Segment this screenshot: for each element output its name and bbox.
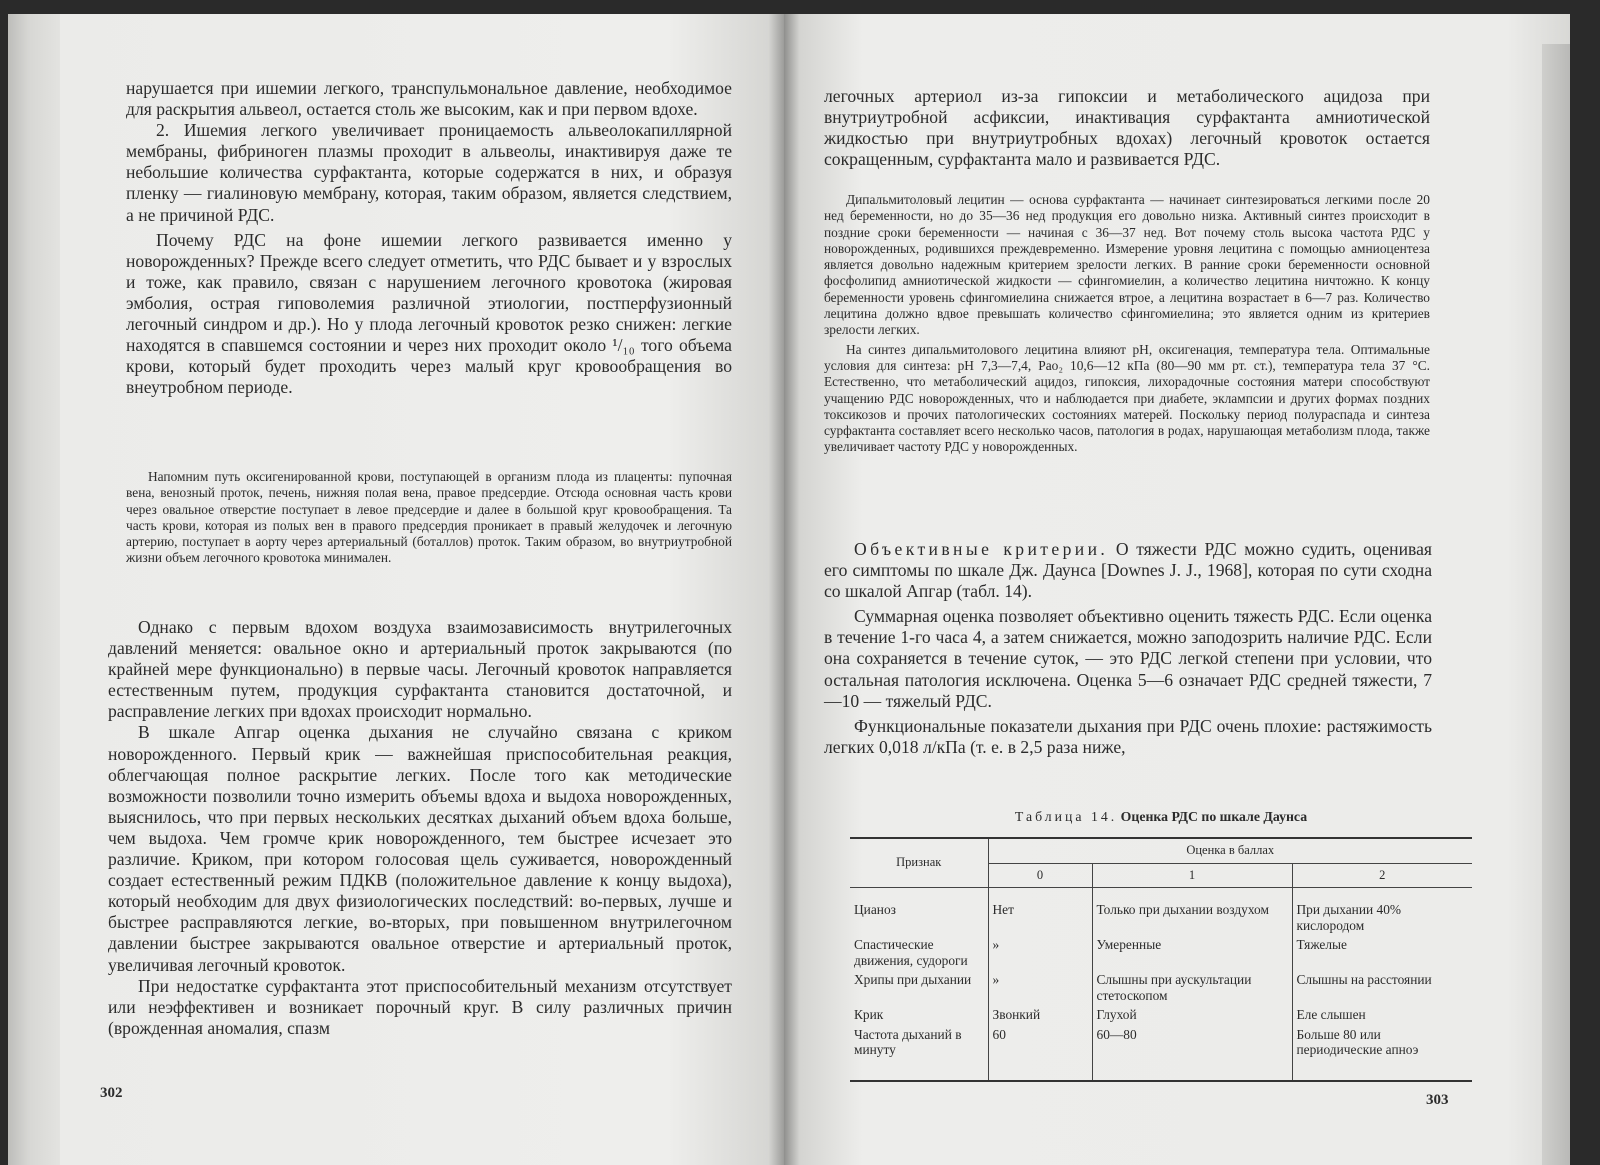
- small-paragraph: На синтез дипальмитолового лецитина влияют pH, оксигенация, температура тела. Оптимальные условия для синтеза: pH 7,3—7,4, Pao₂ 10,6—12 кПа (80—90 мм рт. ст.), температура тела 37 °С. Естественно, что метаболический ацидоз, гипоксия, лихорадочные состояния матери способствуют учащению РДС новорожденных, что и наблюдается при диабете, эклампсии и других формах поздних токсикозов и прочих патологических состояниях матерей. Поскольку период полураспада и синтеза сурфактанта составляет всего несколько часов, патология в родах, нарушающая метаболизм плода, также увеличивает частоту РДС у новорожденных.: [824, 341, 1430, 455]
- table-row: [850, 970, 1472, 1005]
- table-caption: [850, 809, 1472, 825]
- paragraph: Функциональные показатели дыхания при РДС очень плохие: растяжимость легких 0,018 л/кПа (т. е. в 2,5 раза ниже,: [824, 715, 1432, 757]
- paragraph: Суммарная оценка позволяет объективно оценить тяжесть РДС. Если оценка в течение 1-го часа 4, а затем снижается, можно заподозрить наличие РДС. Если она сохраняется в течение суток, — это РДС легкой степени при условии, что остальная патология исключена. Оценка 5—6 означает РДС средней тяжести, 7—10 — тяжелый РДС.: [824, 606, 1432, 711]
- criteria-heading: Объективные критерии.: [854, 539, 1109, 559]
- cell-score-1: Только при дыхании воздухом: [1092, 888, 1292, 936]
- table-number: Таблица 14.: [1014, 809, 1118, 824]
- cell-score-2: Еле слышен: [1292, 1005, 1472, 1025]
- cell-score-0: »: [988, 935, 1092, 970]
- left-lower-text: [108, 617, 732, 1039]
- cell-sign: Хрипы при дыхании: [854, 972, 972, 987]
- table-row: [850, 888, 1472, 936]
- criteria-text: О тяжести РДС можно судить, оценивая его симптомы по шкале Дж. Даунса [Downes J. J., 1968], которая по сути сходна со шкалой Апгар (табл. 14).: [824, 539, 1432, 602]
- cell-score-1: 60—80: [1092, 1025, 1292, 1081]
- right-lower-text: [824, 539, 1432, 758]
- small-paragraph: Дипальмитоловый лецитин — основа сурфактанта — начинает синтезироваться легкими после 20 нед беременности, но до 35—36 нед продукция его довольно низка. Активный синтез происходит в поздние сроки беременности — начиная с 36—37 нед. Вот почему столь высока частота РДС у новорожденных, родившихся преждевременно. Измерение уровня лецитина с помощью амниоцентеза является довольно надежным критерием зрелости легких. В ранние сроки беременности основной фосфолипид амниотической жидкости — сфингомиелин, а количество лецитина ничтожно. К концу беременности уровень сфингомиелина снижается втрое, а лецитина возрастает в 6—7 раз. Количество лецитина должно вдвое превышать количество сфингомиелина; это является одним из критериев зрелости легких.: [824, 192, 1430, 338]
- cell-score-2: Больше 80 или периодические апноэ: [1292, 1025, 1472, 1081]
- cell-sign: Цианоз: [854, 902, 896, 917]
- cell-sign: Частота дыханий в минуту: [850, 1025, 988, 1081]
- cell-score-0: »: [988, 970, 1092, 1005]
- score-header: 0: [988, 863, 1092, 888]
- score-header: 2: [1292, 863, 1472, 888]
- cell-score-1: Слышны при аускультации стетоскопом: [1092, 970, 1292, 1005]
- table-row: [850, 1005, 1472, 1025]
- right-main-text: [824, 86, 1430, 170]
- table-row: [850, 1025, 1472, 1081]
- left-page: [8, 14, 784, 1165]
- cell-score-2: Тяжелые: [1292, 935, 1472, 970]
- table-row: [850, 935, 1472, 970]
- paragraph: При недостатке сурфактанта этот приспособительный механизм отсутствует или неэффективен и возникает порочный круг. В силу различных причин (врожденная аномалия, спазм: [108, 975, 732, 1038]
- book-spine-shadow: [8, 14, 60, 1165]
- cell-sign: Крик: [854, 1007, 884, 1022]
- criteria-paragraph: [824, 539, 1432, 602]
- cell-sign: Спастические движения, судороги: [854, 937, 968, 968]
- score-header: 1: [1092, 863, 1292, 888]
- dauns-score-table: [850, 837, 1472, 1082]
- cell-score-0: Звонкий: [988, 1005, 1092, 1025]
- paragraph: нарушается при ишемии легкого, транспульмональное давление, необходимое для раскрытия альвеол, остается столь же высоким, как и при первом вдохе.: [126, 78, 732, 120]
- paragraph: легочных артериол из-за гипоксии и метаболического ацидоза при внутриутробной асфиксии, инактивация сурфактанта амниотической жидкостью при внутриутробных вдохах) легочный кровоток остается сокращенным, сурфактанта мало и развивается РДС.: [824, 86, 1430, 170]
- left-small-note: [126, 469, 732, 567]
- cell-score-1: Умеренные: [1092, 935, 1292, 970]
- header-sign: Признак: [850, 838, 988, 888]
- paragraph: 2. Ишемия легкого увеличивает проницаемость альвеолокапиллярной мембраны, фибриноген плазмы проходит в альвеолы, инактивируя даже те небольшие количества сурфактанта, которые содержатся в них, и образуя пленку — гиалиновую мембрану, которая, таким образом, является следствием, а не причиной РДС.: [126, 120, 732, 225]
- cell-score-2: Слышны на расстоянии: [1292, 970, 1472, 1005]
- left-main-text: [126, 78, 732, 398]
- right-small-notes: [824, 192, 1430, 456]
- small-paragraph: Напомним путь оксигенированной крови, поступающей в организм плода из плаценты: пупочная вена, венозный проток, печень, нижняя полая вена, правое предсердие. Отсюда основная часть крови через овальное отверстие поступает в левое предсердие и далее в большой круг кровообращения. Та часть крови, которая из полых вен в правого предсердия проникает в правый желудочек и легочную артерию, поступает в аорту через артериальный (боталлов) проток. Таким образом, во внутриутробной жизни объем легочного кровотока минимален.: [126, 469, 732, 566]
- paragraph: Почему РДС на фоне ишемии легкого развивается именно у новорожденных? Прежде всего следует отметить, что РДС бывает и у взрослых и тоже, как правило, связан с нарушением легочного кровотока (жировая эмболия, острая гиповолемия различной этиологии, постперфузионный легочный синдром и др.). Но у плода легочный кровоток резко снижен: легкие находятся в спавшемся состоянии и через них проходит около ¹/₁₀ того объема крови, который будет проходить через малый круг кровообращения во внеутробном периоде.: [126, 229, 732, 398]
- header-score: Оценка в баллах: [988, 838, 1472, 863]
- cell-score-0: 60: [988, 1025, 1092, 1081]
- cell-score-2: При дыхании 40% кислородом: [1292, 888, 1472, 936]
- page-number: 303: [1426, 1092, 1449, 1108]
- page-number: 302: [100, 1085, 123, 1101]
- paragraph: В шкале Апгар оценка дыхания не случайно связана с криком новорожденного. Первый крик — важнейшая приспособительная реакция, облегчающая полное раскрытие легких. После того как методические возможности позволили точно измерить объемы вдоха и выдоха новорожденных, выяснилось, что при первых нескольких десятках дыханий объем вдоха больше, чем выдоха. Чем громче крик новорожденного, тем быстрее исчезает это различие. Криком, при котором голосовая щель суживается, новорожденный создает естественный режим ПДКВ (положительное давление к концу выдоха), который необходим для двух физиологических последствий: во-первых, лучше и быстрее расправляются легкие, во-вторых, при повышенном внутрилегочном давлении быстрее закрываются овальное отверстие и артериальный проток, увеличивая легочный кровоток.: [108, 722, 732, 975]
- page-edge: [1542, 44, 1570, 1165]
- cell-score-0: Нет: [988, 888, 1092, 936]
- table-title: Оценка РДС по шкале Даунса: [1120, 809, 1308, 824]
- paragraph: Однако с первым вдохом воздуха взаимозависимость внутрилегочных давлений меняется: овальное окно и артериальный проток закрываются (по крайней мере функционально) в первые часы. Легочный кровоток направляется естественным путем, продукция сурфактанта становится достаточной, и расправление легких при вдохах происходит нормально.: [108, 617, 732, 722]
- cell-score-1: Глухой: [1092, 1005, 1292, 1025]
- open-book: [8, 14, 1588, 1165]
